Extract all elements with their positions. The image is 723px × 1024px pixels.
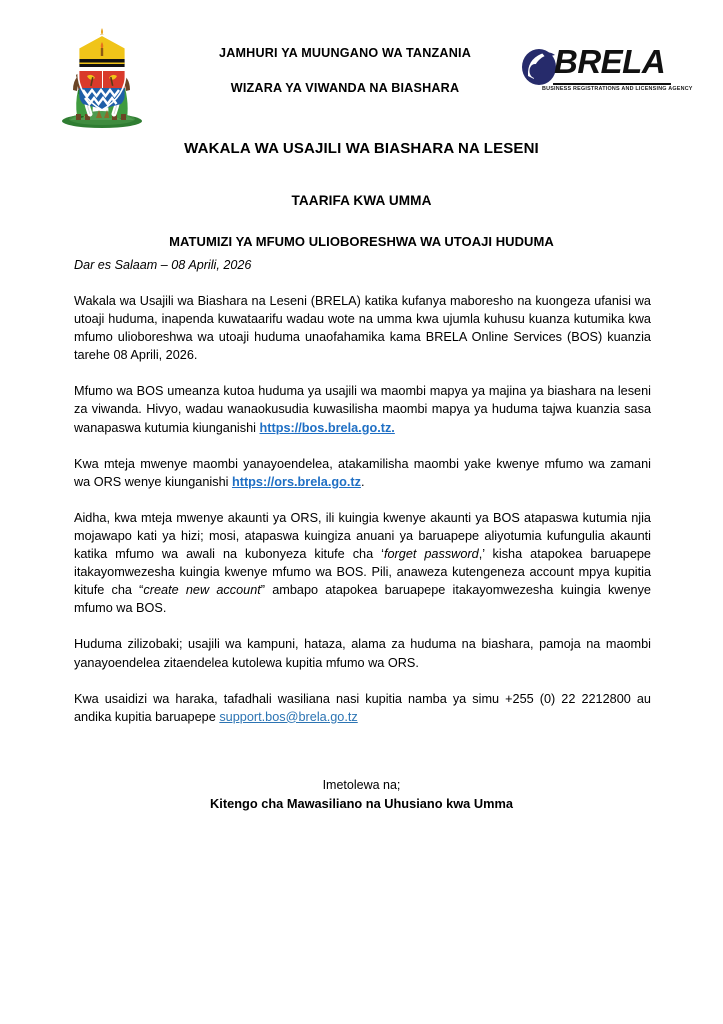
paragraph-2-text: Mfumo wa BOS umeanza kutoa huduma ya usajili wa maombi mapya ya majina ya biashara na leseni za viwanda. Hivyo, wadau wanaokusudia kuwasilisha maombi mapya ya huduma tajwa kuanzia sasa wanapaswa kutumia kiunganishi [74, 384, 651, 435]
title-block [0, 140, 723, 249]
paragraph-1 [74, 292, 651, 364]
paragraph-6 [74, 690, 651, 726]
document-footer [0, 778, 723, 811]
paragraph-2 [74, 382, 651, 436]
ors-portal-link[interactable]: https://ors.brela.go.tz [231, 474, 361, 489]
agency-title: WAKALA WA USAJILI WA BIASHARA NA LESENI [184, 140, 539, 157]
notice-title: TAARIFA KWA UMMA [291, 193, 432, 208]
forget-password-phrase: forget password [383, 547, 479, 562]
brela-underline-rule [553, 83, 671, 85]
paragraph-1-text: Wakala wa Usajili wa Biashara na Leseni (BRELA) katika kufanya maboresho na kuongeza ufanisi wa utoaji huduma, inapenda kuwataarifu wadau wote na umma kwa ujumla kuhusu kuanza kutumika kwa mfumo ulioboreshwa wa utoaji huduma unaofahamika kama BRELA Online Services (BOS) kuanzia tarehe 08 Aprili, 2026. [74, 294, 651, 363]
support-email-link[interactable]: support.bos@brela.go.tz [219, 709, 358, 724]
paragraph-5-text: Huduma zilizobaki; usajili wa kampuni, hataza, alama za huduma na biashara, pamoja na maombi yanayoendelea zitaendelea kutolewa kupitia mfumo wa ORS. [74, 637, 651, 670]
notice-subject: MATUMIZI YA MFUMO ULIOBORESHWA WA UTOAJI HUDUMA [169, 234, 554, 249]
create-new-account-phrase: create new account [143, 583, 261, 598]
paragraph-4-text-c: ” ambapo atapokea baruapepe itakayomwezesha kuingia kwenye mfumo wa BOS. [74, 583, 651, 616]
document-body [74, 258, 651, 726]
document-header [0, 22, 723, 132]
issued-by-label: Imetolewa na; [322, 778, 401, 792]
paragraph-4 [74, 509, 651, 618]
bos-portal-link[interactable]: https://bos.brela.go.tz. [259, 420, 395, 435]
country-name: JAMHURI YA MUUNGANO WA TANZANIA [218, 46, 471, 60]
brela-tagline: BUSINESS REGISTRATIONS AND LICENSING AGENCY [542, 86, 693, 92]
paragraph-3-trailing: . [360, 474, 365, 489]
tanzania-coat-of-arms-icon [56, 26, 148, 128]
ministry-name: WIZARA YA VIWANDA NA BIASHARA [230, 81, 460, 95]
paragraph-4-text-a: Aidha, kwa mteja mwenye akaunti ya ORS, ili kuingia kwenye akaunti ya BOS atapaswa kutumia njia mojawapo kati ya hizi; mosi, atapaswa kuingiza anuani ya baruapepe aliyotumia kufungulia akaunti katika mfumo wa awali na kubonyeza kitufe cha ‘ [74, 510, 651, 562]
paragraph-6-text: Kwa usaidizi wa haraka, tafadhali wasiliana nasi kupitia namba ya simu +255 (0) 22 2212800 au andika kupitia baruapepe [74, 691, 651, 724]
paragraph-3-text: Kwa mteja mwenye maombi yanayoendelea, atakamilisha maombi yake kwenye mfumo wa zamani wa ORS wenye kiunganishi [74, 456, 651, 489]
brela-wordmark: BRELA [554, 43, 666, 80]
paragraph-4-text-b: ,’ kisha atapokea baruapepe itakayomwezesha kuingia kwenye mfumo wa BOS. Pili, anaweza kutengeneza account mpya kupitia kitufe cha “ [74, 547, 651, 598]
paragraph-3 [74, 455, 651, 491]
brela-logo [520, 42, 693, 104]
dateline: Dar es Salaam – 08 Aprili, 2026 [74, 258, 252, 272]
ministry-heading [180, 46, 510, 95]
paragraph-5 [74, 635, 651, 671]
issuing-unit: Kitengo cha Mawasiliano na Uhusiano kwa Umma [210, 796, 513, 811]
